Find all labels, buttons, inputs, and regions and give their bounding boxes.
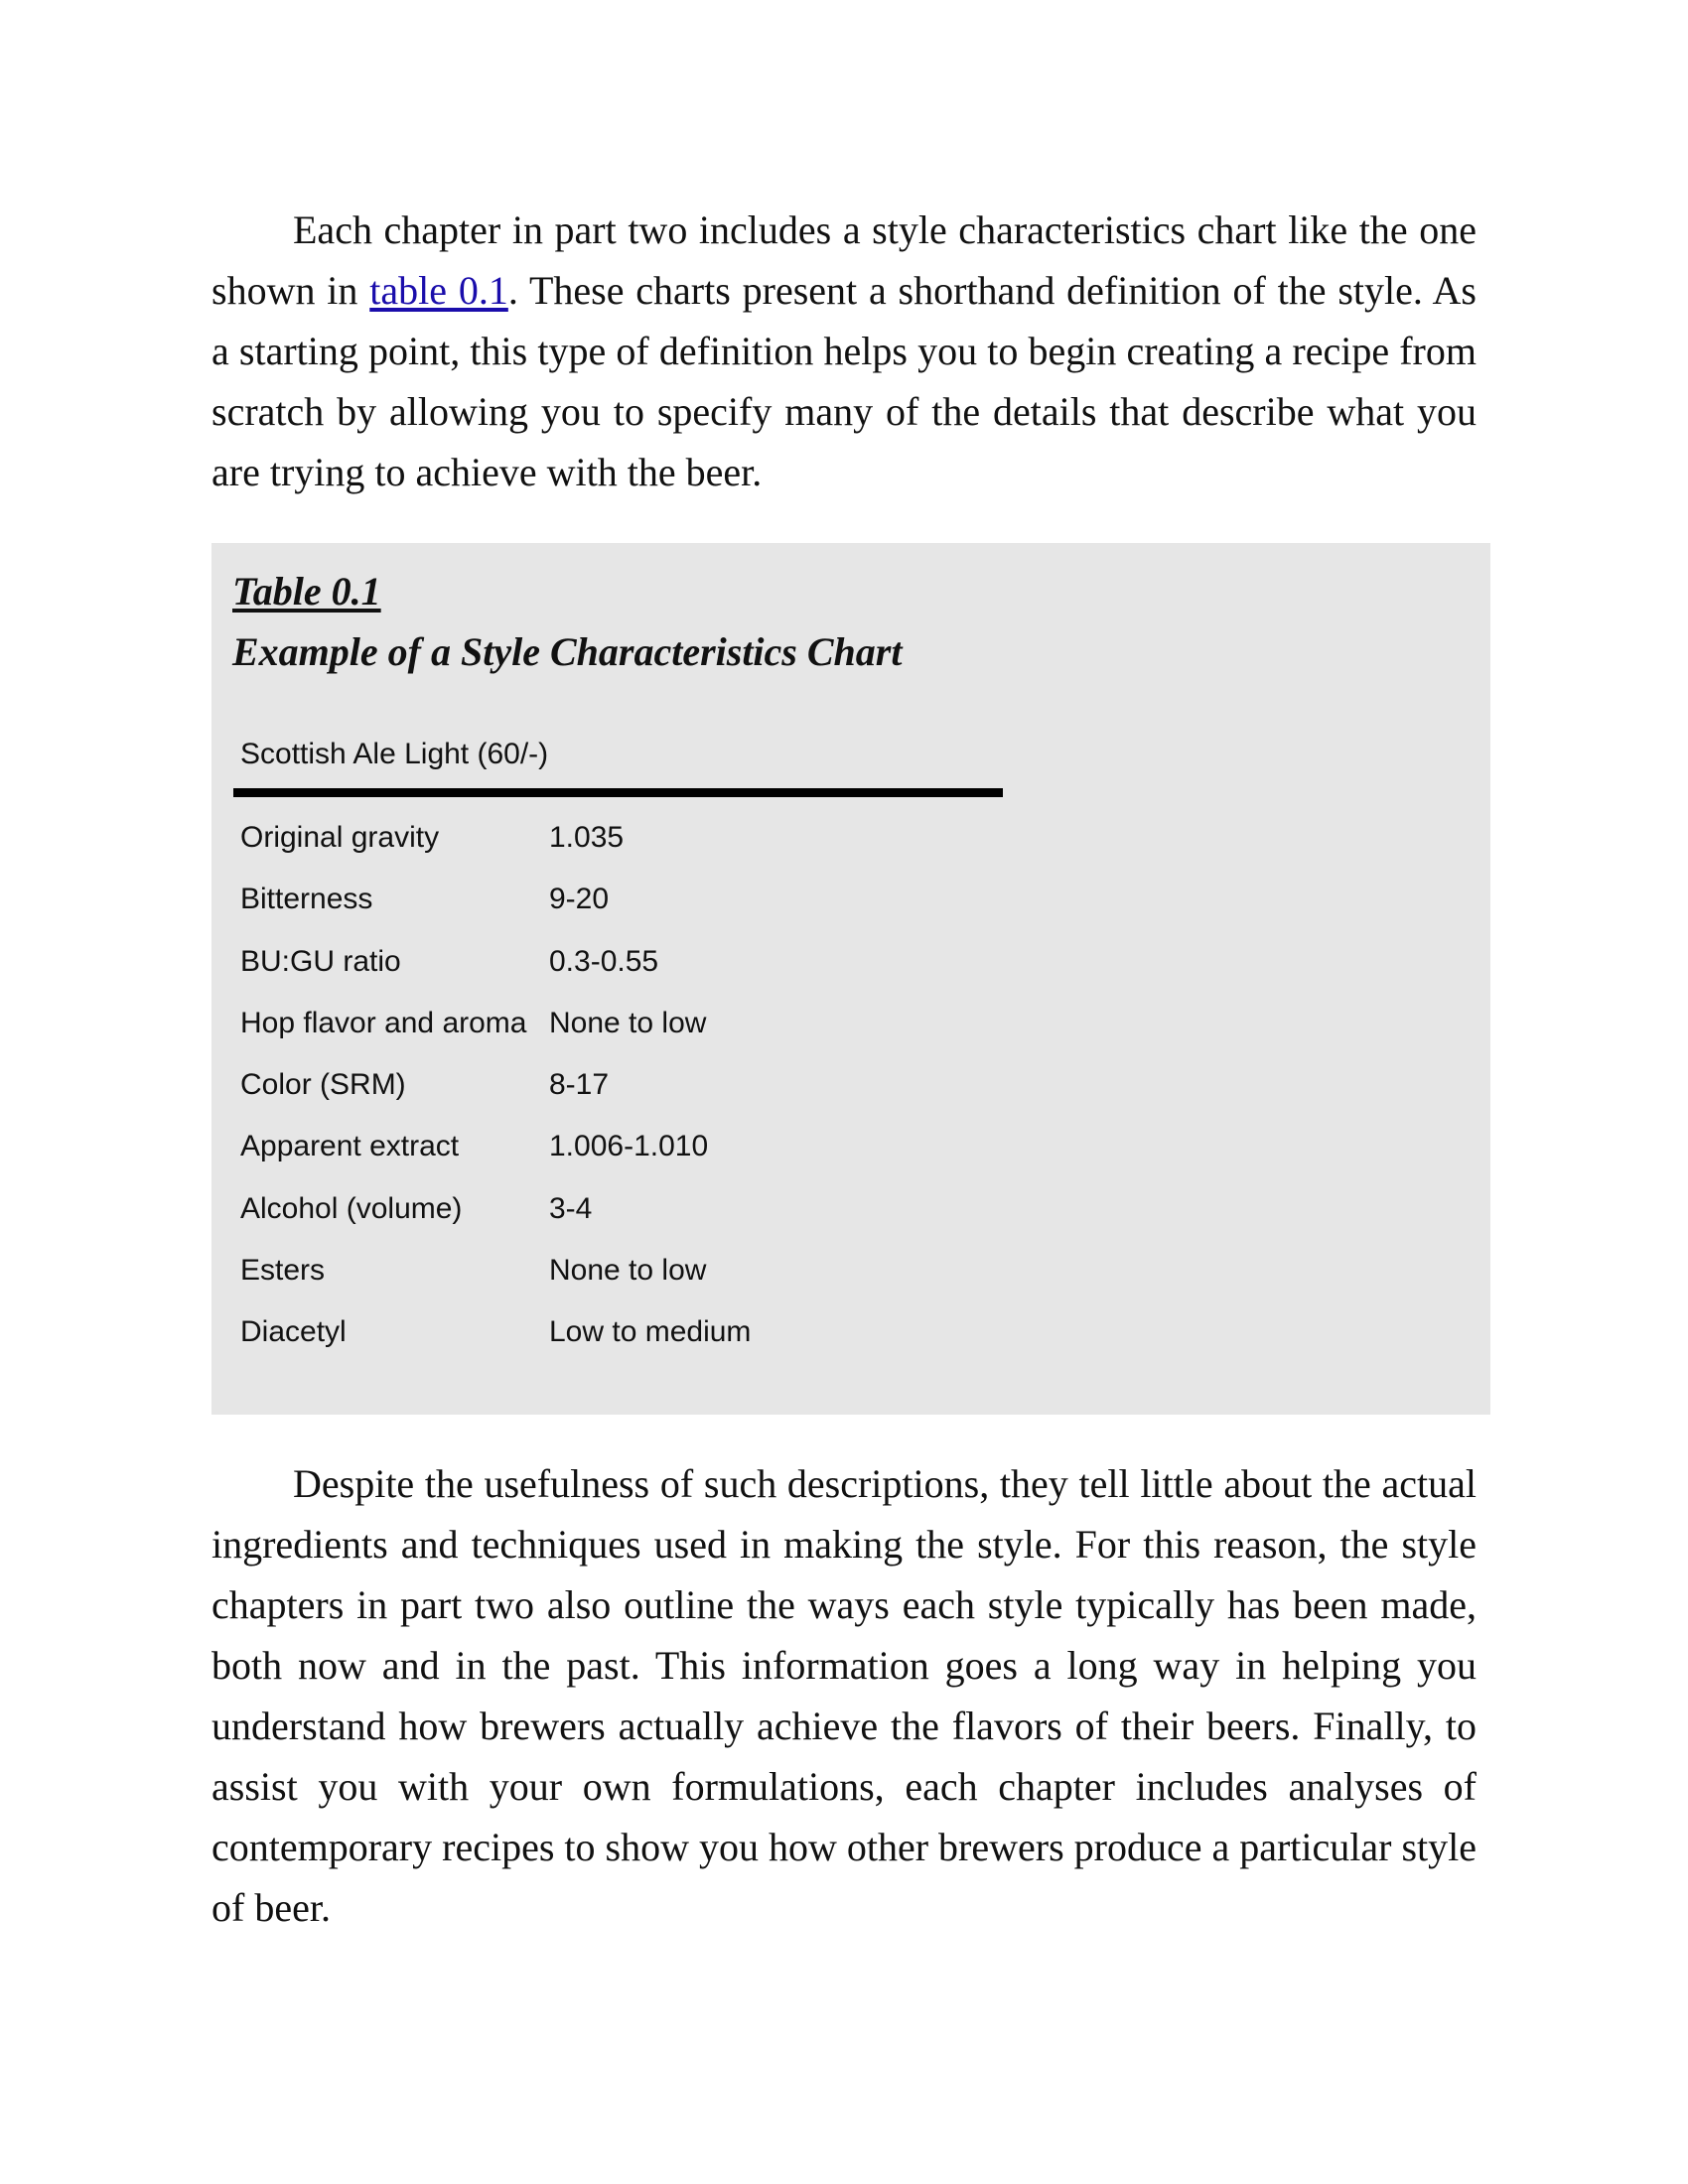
table-row xyxy=(240,993,995,1054)
row-label: Apparent extract xyxy=(240,1130,460,1163)
style-characteristics-table xyxy=(211,543,1490,1415)
table-row xyxy=(240,1301,995,1363)
row-value: Low to medium xyxy=(549,1315,752,1349)
row-value: 1.035 xyxy=(549,821,625,854)
table-row xyxy=(240,1178,995,1240)
table-header-rule xyxy=(233,788,1003,797)
row-label: Hop flavor and aroma xyxy=(240,1006,527,1039)
row-label: Original gravity xyxy=(240,821,440,854)
table-reference-link[interactable]: table 0.1 xyxy=(369,268,508,313)
style-name: Scottish Ale Light (60/-) xyxy=(240,738,549,770)
intro-paragraph xyxy=(211,200,1477,502)
table-row xyxy=(240,931,995,993)
row-value: None to low xyxy=(549,1254,707,1288)
row-value: 9-20 xyxy=(549,883,610,916)
row-value: 1.006-1.010 xyxy=(549,1130,709,1163)
table-row xyxy=(240,1054,995,1116)
table-label: Table 0.1 xyxy=(232,569,381,614)
table-row xyxy=(240,869,995,930)
table-row xyxy=(240,1116,995,1177)
closing-paragraph: Despite the usefulness of such descriptions, they tell little about the actual ingredients and techniques used in making the style. For this reason, the style chapters in part two also outline the ways each style typically has been made, both now and in the past. This information goes a long way in helping you understand how brewers actually achieve the flavors of their beers. Finally, to assist you with your own formulations, each chapter includes analyses of contemporary recipes to show you how other brewers produce a particular style of beer. xyxy=(211,1461,1477,1930)
row-label: Bitterness xyxy=(240,883,373,916)
table-rows xyxy=(240,807,995,1364)
row-value: 0.3-0.55 xyxy=(549,944,659,978)
intro-text-before-link: Each chapter in part two includes a style characteristics chart like the one shown in xyxy=(211,207,1477,313)
row-value: 8-17 xyxy=(549,1068,610,1102)
table-row xyxy=(240,1240,995,1301)
row-label: Color (SRM) xyxy=(240,1068,406,1102)
row-label: Esters xyxy=(240,1254,326,1288)
row-value: 3-4 xyxy=(549,1191,593,1225)
row-label: Diacetyl xyxy=(240,1315,347,1349)
row-label: BU:GU ratio xyxy=(240,944,401,978)
row-label: Alcohol (volume) xyxy=(240,1191,463,1225)
table-row xyxy=(240,807,995,869)
table-caption: Example of a Style Characteristics Chart xyxy=(232,629,903,674)
intro-text-after-link: . These charts present a shorthand definition of the style. As a starting point, this type of definition helps you to begin creating a recipe from scratch by allowing you to specify many of the details that describe what you are trying to achieve with the beer. xyxy=(211,268,1477,494)
row-value: None to low xyxy=(549,1006,707,1039)
